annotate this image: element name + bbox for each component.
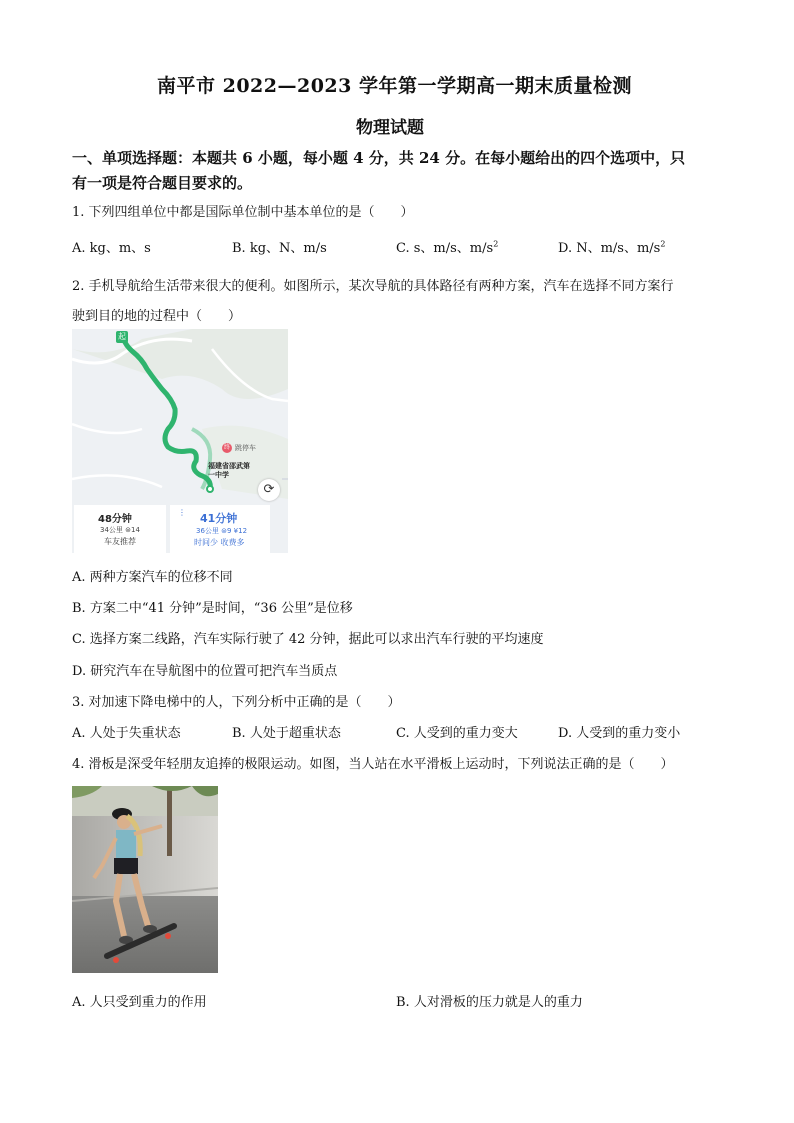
question-4-stem: 4. 滑板是深受年轻朋友追捧的极限运动。如图，当人站在水平滑板上运动时，下列说法正确的是（ ） — [72, 757, 674, 772]
more-dots-icon: ⋮ — [178, 508, 186, 517]
route-plan-2-detail: 36公里 ⊜9 ¥12 — [196, 527, 248, 535]
map-destination-tag: 跳停车 — [235, 444, 256, 452]
route-plan-2-card[interactable] — [170, 505, 270, 553]
skateboard-photo-figure — [72, 786, 218, 973]
route-plan-1-tag: 车友推荐 — [104, 537, 136, 546]
route-plan-1-card[interactable] — [74, 505, 166, 553]
question-1-option-c-text: C. s、m/s、m/s — [396, 241, 494, 256]
question-1-option-a: A. kg、m、s — [72, 241, 151, 256]
section-heading-line1: 一、单项选择题：本题共 6 小题，每小题 4 分，共 24 分。在每小题给出的四个选项中，只 — [72, 149, 686, 167]
refresh-icon[interactable]: ⟳ — [258, 479, 280, 501]
question-3-option-c: C. 人受到的重力变大 — [396, 726, 518, 741]
page-title: 南平市 2022—2023 学年第一学期高一期末质量检测 — [157, 75, 632, 97]
map-destination-name-line2: 一中学 — [208, 471, 229, 479]
section-heading-line2: 有一项是符合题目要求的。 — [72, 174, 253, 192]
route-plan-2-time: 41分钟 — [200, 512, 238, 525]
question-1-option-b: B. kg、N、m/s — [232, 241, 327, 256]
route-plan-1-detail: 34公里 ⊜14 — [100, 526, 140, 534]
question-1-option-d-text: D. N、m/s、m/s — [558, 241, 661, 256]
question-2-stem-line2: 驶到目的地的过程中（ ） — [72, 309, 242, 324]
map-destination-badge: 终 — [223, 444, 230, 451]
skateboarder-illustration — [72, 786, 218, 973]
question-2-option-a: A. 两种方案汽车的位移不同 — [72, 570, 233, 585]
question-1-option-c-exponent: 2 — [493, 239, 499, 249]
question-1-stem: 1. 下列四组单位中都是国际单位制中基本单位的是（ ） — [72, 205, 414, 220]
question-3-stem: 3. 对加速下降电梯中的人，下列分析中正确的是（ ） — [72, 695, 401, 710]
question-4-option-a: A. 人只受到重力的作用 — [72, 995, 207, 1010]
question-4-option-b: B. 人对滑板的压力就是人的重力 — [396, 995, 583, 1010]
route-plan-2-tag: 时间少 收费多 — [194, 538, 245, 547]
question-2-option-d: D. 研究汽车在导航图中的位置可把汽车当质点 — [72, 664, 338, 679]
question-1-option-d — [558, 237, 665, 256]
question-3-option-a: A. 人处于失重状态 — [72, 726, 181, 741]
question-3-option-d: D. 人受到的重力变小 — [558, 726, 681, 741]
map-start-marker: 起 — [118, 332, 126, 341]
question-3-option-b: B. 人处于超重状态 — [232, 726, 341, 741]
question-2-stem-line1: 2. 手机导航给生活带来很大的便利。如图所示，某次导航的具体路径有两种方案，汽车在选择不同方案行 — [72, 279, 674, 294]
navigation-map-figure — [72, 329, 288, 553]
question-2-option-c: C. 选择方案二线路，汽车实际行驶了 42 分钟，据此可以求出汽车行驶的平均速度 — [72, 632, 544, 647]
question-1-option-c — [396, 237, 498, 256]
route-plan-1-time: 48分钟 — [98, 514, 132, 525]
question-1-option-d-exponent: 2 — [660, 239, 666, 249]
page-subtitle: 物理试题 — [356, 118, 424, 138]
question-2-option-b: B. 方案二中“41 分钟”是时间，“36 公里”是位移 — [72, 601, 353, 616]
map-destination-name-line1: 福建省邵武第 — [208, 462, 250, 470]
